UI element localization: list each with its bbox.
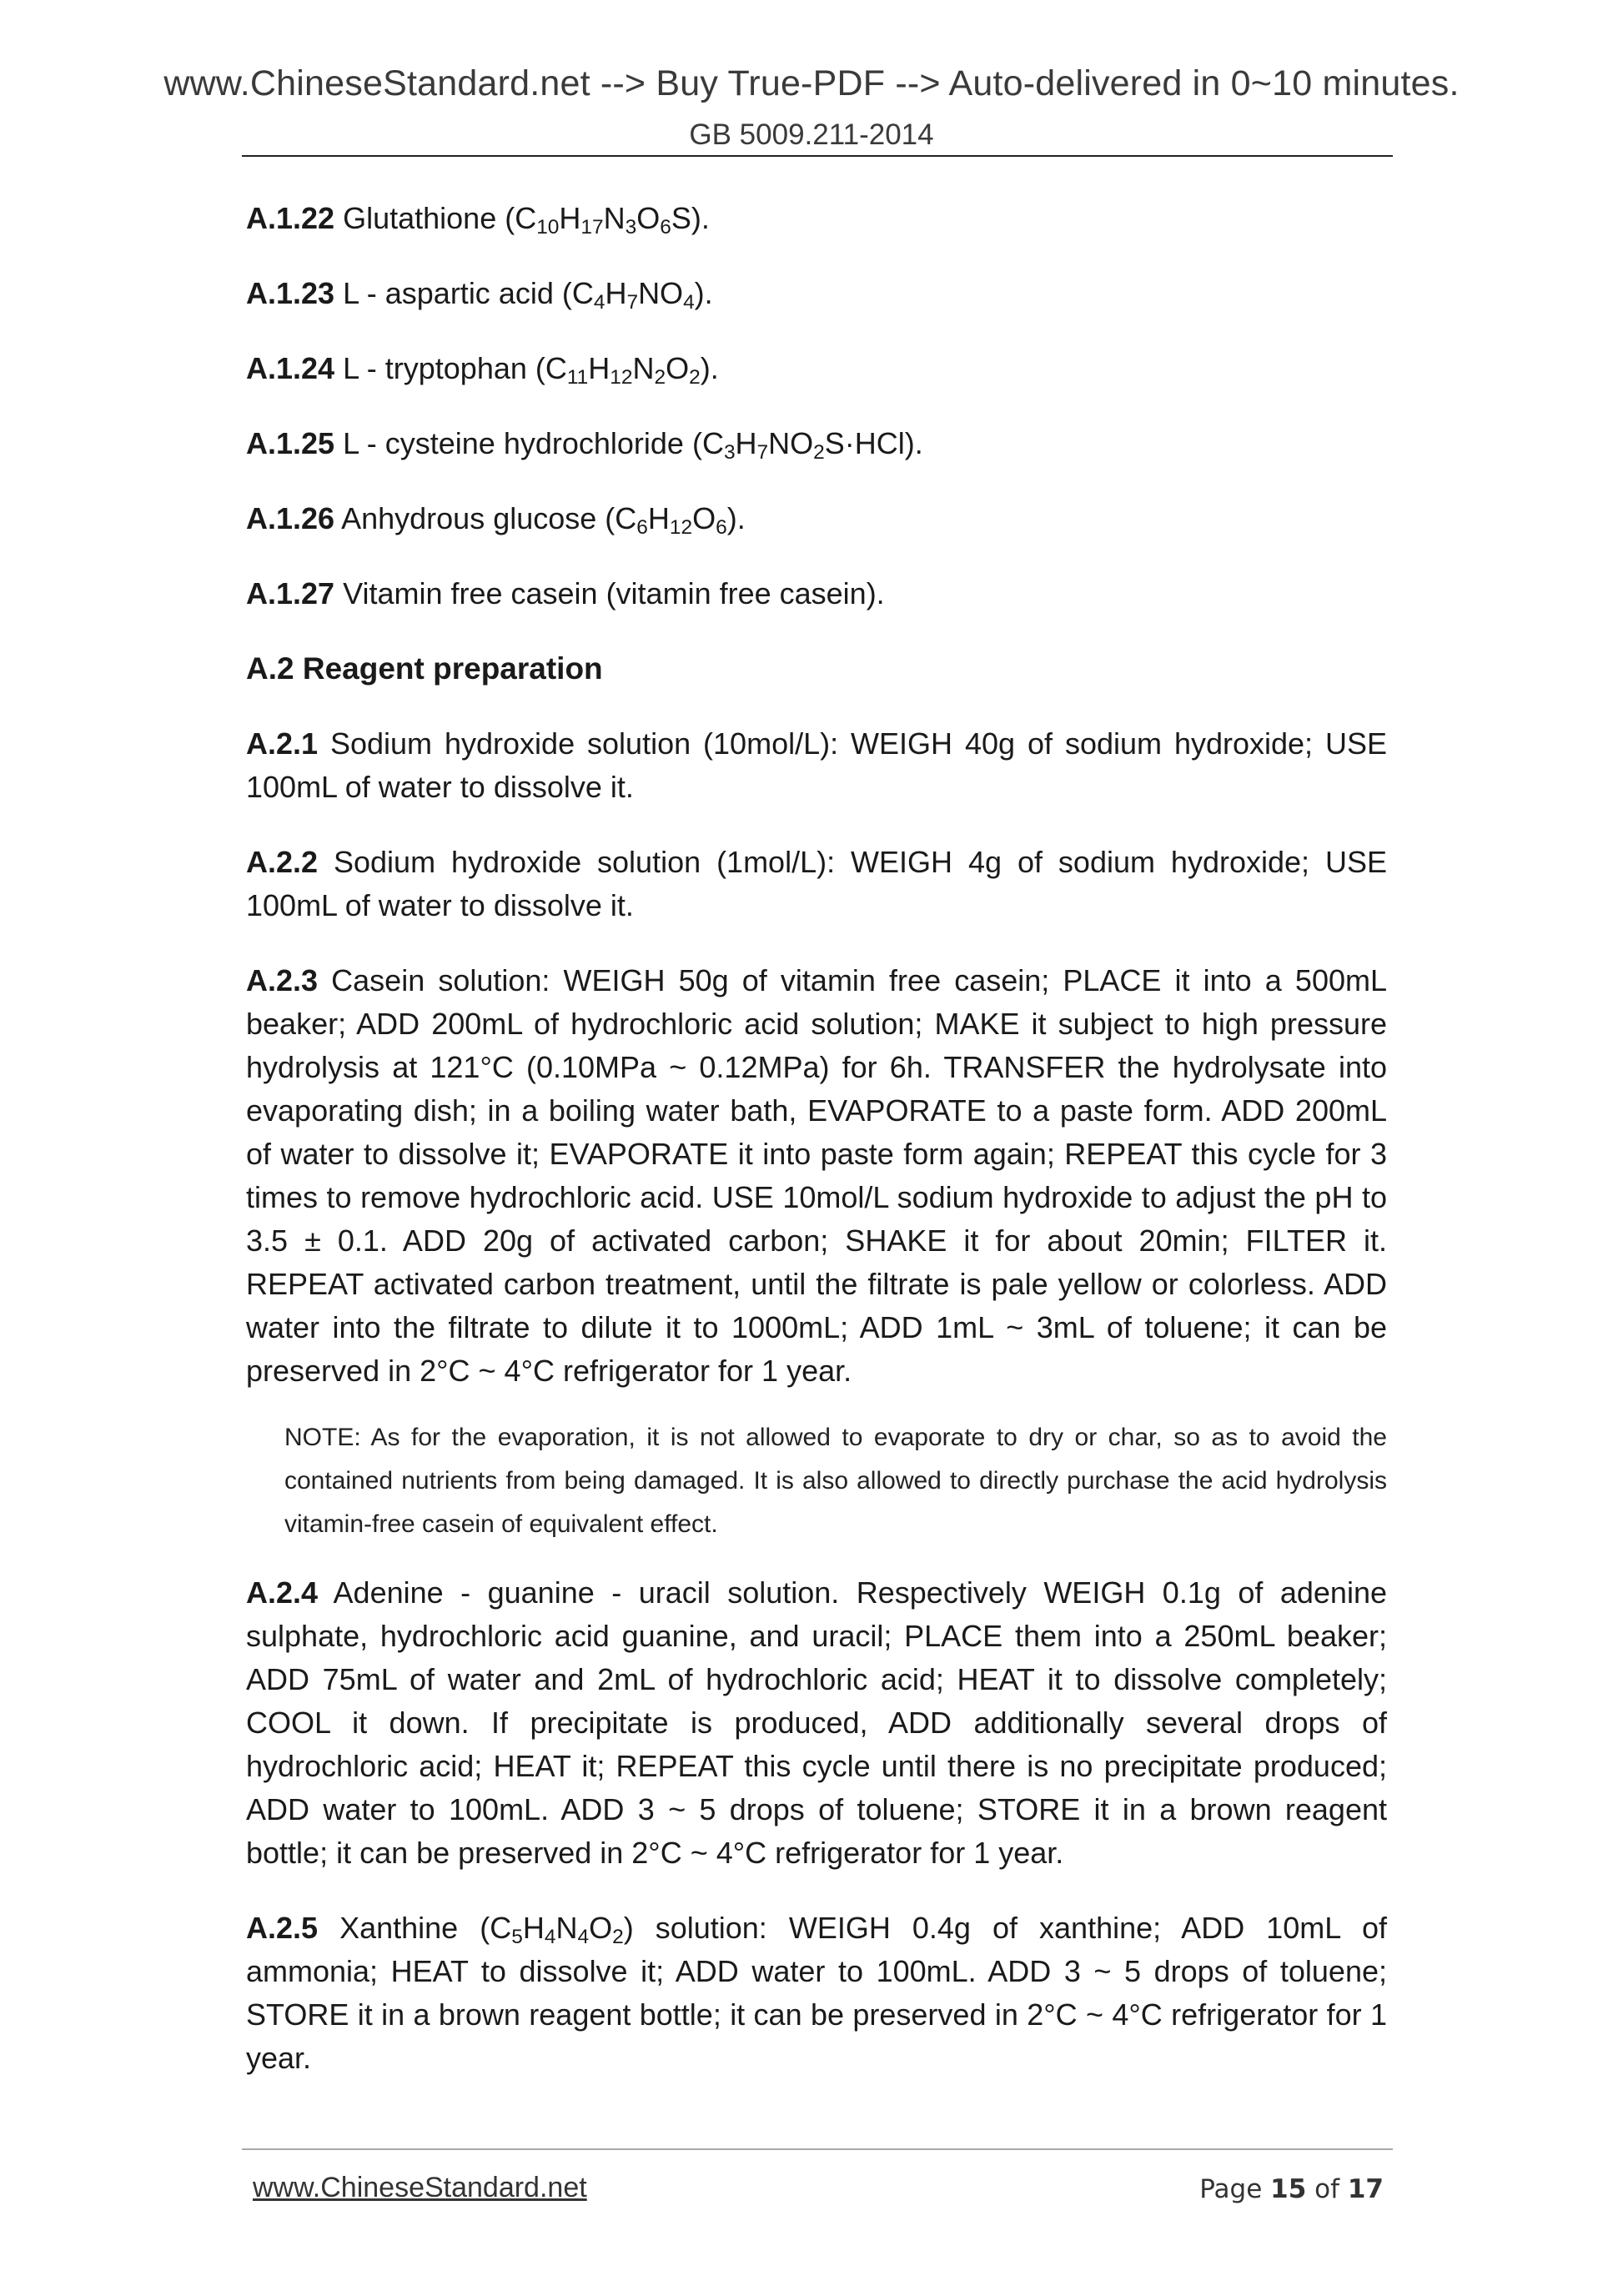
clause-text: Casein solution: WEIGH 50g of vitamin free casein; PLACE it into a 500mL beaker; ADD 200mL of hydrochloric acid solution; MAKE it subject to high pressure hydrolysis at 121°C (0.10MPa ~ 0.12MPa) for 6h. TRANSFER the hydrolysate into evaporating dish; in a boiling water bath, EVAPORATE to a paste form. ADD 200mL of water to dissolve it; EVAPORATE it into paste form again; REPEAT this cycle for 3 times to remove hydrochloric acid. USE 10mol/L sodium hydroxide to adjust the pH to 3.5 ± 0.1. ADD 20g of activated carbon; SHAKE it for about 20min; FILTER it. REPEAT activated carbon treatment, until the filtrate is pale yellow or colorless. ADD water into the filtrate to dilute it to 1000mL; ADD 1mL ~ 3mL of toluene; it can be preserved in 2°C ~ 4°C refrigerator for 1 year. xyxy=(246,963,1387,1388)
formula-part: NO xyxy=(768,426,814,460)
formula-part: O xyxy=(666,351,690,385)
subscript: 12 xyxy=(610,366,633,389)
subscript: 10 xyxy=(536,216,560,239)
item-a-2-3 xyxy=(246,959,1387,1393)
clause-number: A.1.22 xyxy=(246,201,335,235)
clause-text: ) solution: WEIGH 0.4g of xanthine; ADD 10mL of ammonia; HEAT to dissolve it; ADD water to 100mL. ADD 3 ~ 5 drops of toluene; STORE it in a brown reagent bottle; it can be preserved in 2°C ~ 4°C refrigerator for 1 year. xyxy=(246,1911,1388,2075)
page-total: 17 xyxy=(1347,2174,1384,2204)
item-a-1-22 xyxy=(246,197,1387,240)
clause-number: A.1.24 xyxy=(246,351,335,385)
clause-number: A.1.23 xyxy=(246,276,335,310)
standard-number: GB 5009.211-2014 xyxy=(689,118,934,151)
subscript: 4 xyxy=(544,1926,556,1949)
clause-text: Glutathione (C xyxy=(334,201,537,235)
item-a-2-1 xyxy=(246,722,1387,809)
clause-text: Anhydrous glucose (C xyxy=(334,501,637,535)
footer-divider xyxy=(242,2148,1393,2150)
subscript: 2 xyxy=(813,441,825,465)
clause-text: Sodium hydroxide solution (10mol/L): WEIGH 40g of sodium hydroxide; USE 100mL of water to dissolve it. xyxy=(246,726,1387,804)
formula-part: N xyxy=(632,351,655,385)
formula-part: H xyxy=(559,201,581,235)
subscript: 2 xyxy=(612,1926,624,1949)
formula-part: H xyxy=(647,501,670,535)
subscript: 4 xyxy=(593,291,605,314)
clause-number: A.2.2 xyxy=(246,845,319,879)
formula-part: NO xyxy=(638,276,684,310)
formula-part: O xyxy=(589,1911,613,1945)
formula-part: H xyxy=(588,351,611,385)
header-banner: www.ChineseStandard.net --> Buy True-PDF --> Auto-delivered in 0~10 minutes. xyxy=(163,63,1460,103)
clause-text: Vitamin free casein (vitamin free casein). xyxy=(334,576,885,610)
clause-number: A.2.3 xyxy=(246,963,319,997)
footer-website-link[interactable]: www.ChineseStandard.net xyxy=(253,2172,587,2203)
formula-part: ). xyxy=(726,501,746,535)
clause-number: A.1.27 xyxy=(246,576,335,610)
document-body xyxy=(246,197,1387,2112)
formula-part: N xyxy=(603,201,626,235)
subscript: 11 xyxy=(566,366,589,389)
formula-part: O xyxy=(636,201,661,235)
subscript: 3 xyxy=(723,441,736,465)
formula-part: S·HCl). xyxy=(824,426,923,460)
subscript: 17 xyxy=(580,216,604,239)
section-heading: A.2 Reagent preparation xyxy=(246,651,603,686)
subscript: 5 xyxy=(511,1926,523,1949)
page-label: Page xyxy=(1199,2174,1271,2204)
subscript: 7 xyxy=(626,291,639,314)
subscript: 7 xyxy=(756,441,769,465)
formula-part: H xyxy=(522,1911,545,1945)
subscript: 6 xyxy=(660,216,671,239)
clause-number: A.2.1 xyxy=(246,726,319,761)
page-indicator xyxy=(1199,2174,1384,2204)
subscript: 3 xyxy=(625,216,637,239)
header-divider xyxy=(242,155,1393,157)
item-a-1-24 xyxy=(246,347,1387,390)
formula-part: N xyxy=(555,1911,578,1945)
subscript: 2 xyxy=(654,366,666,389)
clause-number: A.1.25 xyxy=(246,426,335,460)
subscript: 2 xyxy=(689,366,701,389)
formula-part: H xyxy=(735,426,757,460)
formula-part: S). xyxy=(671,201,710,235)
subscript: 12 xyxy=(669,516,693,540)
clause-text: L - cysteine hydrochloride (C xyxy=(334,426,724,460)
item-a-1-26 xyxy=(246,497,1387,540)
clause-text: Xanthine (C xyxy=(318,1911,512,1945)
item-a-2-4 xyxy=(246,1571,1387,1875)
formula-part: ). xyxy=(700,351,719,385)
subscript: 4 xyxy=(577,1926,590,1949)
clause-text: L - aspartic acid (C xyxy=(334,276,594,310)
subscript: 6 xyxy=(636,516,648,540)
item-a-1-27 xyxy=(246,572,1387,615)
formula-part: H xyxy=(605,276,627,310)
clause-text: Adenine - guanine - uracil solution. Respectively WEIGH 0.1g of adenine sulphate, hydrochloric acid guanine, and uracil; PLACE them into a 250mL beaker; ADD 75mL of water and 2mL of hydrochloric acid; HEAT it to dissolve completely; COOL it down. If precipitate is produced, ADD additionally several drops of hydrochloric acid; HEAT it; REPEAT this cycle until there is no precipitate produced; ADD water to 100mL. ADD 3 ~ 5 drops of toluene; STORE it in a brown reagent bottle; it can be preserved in 2°C ~ 4°C refrigerator for 1 year. xyxy=(246,1575,1387,1870)
page-number: 15 xyxy=(1270,2174,1307,2204)
item-a-2-5 xyxy=(246,1907,1387,2080)
formula-part: O xyxy=(692,501,716,535)
clause-text: Sodium hydroxide solution (1mol/L): WEIGH 4g of sodium hydroxide; USE 100mL of water to dissolve it. xyxy=(246,845,1387,922)
formula-part: ). xyxy=(694,276,713,310)
item-a-1-25 xyxy=(246,422,1387,465)
clause-number: A.1.26 xyxy=(246,501,335,535)
subscript: 6 xyxy=(716,516,727,540)
note: NOTE: As for the evaporation, it is not allowed to evaporate to dry or char, so as to avoid the contained nutrients from being damaged. It is also allowed to directly purchase the acid hydrolysis vitamin-free casein of equivalent effect. xyxy=(284,1424,1387,1538)
subscript: 4 xyxy=(683,291,695,314)
of-label: of xyxy=(1306,2174,1348,2204)
item-a-1-23 xyxy=(246,272,1387,315)
clause-text: L - tryptophan (C xyxy=(334,351,567,385)
clause-number: A.2.5 xyxy=(246,1911,319,1945)
item-a-2-2 xyxy=(246,841,1387,927)
clause-number: A.2.4 xyxy=(246,1575,319,1610)
